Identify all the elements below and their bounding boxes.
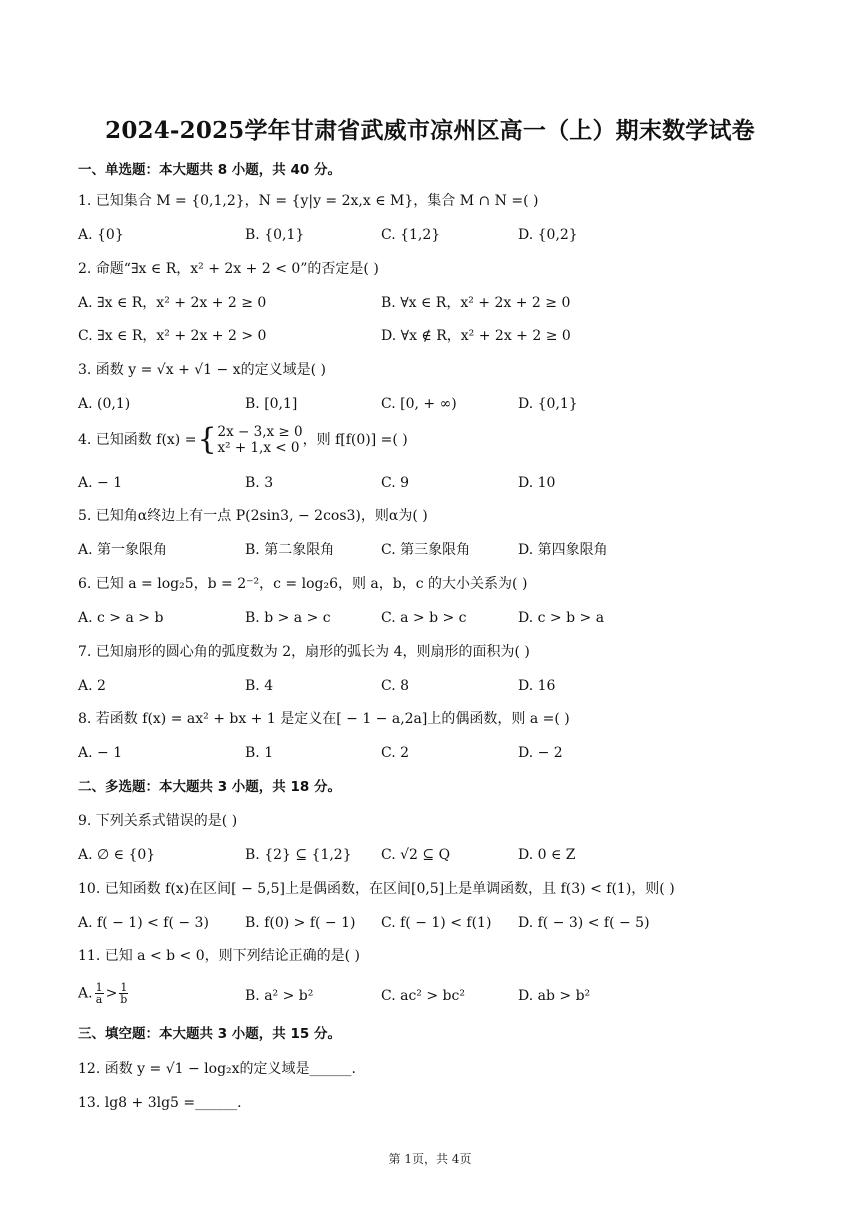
question-6-option-c: C. a > b > c [381,610,467,626]
question-4-stem-post: ，则 f[f(0)] =( ) [302,432,408,448]
question-11-option-b: B. a² > b² [245,988,314,1004]
greater-than-sign: > [105,985,118,1002]
question-6-option-b: B. b > a > c [245,610,331,626]
question-6-stem: 6. 已知 a = log₂5，b = 2⁻²，c = log₂6，则 a，b，c 的大小关系为( ) [78,576,528,592]
question-5-option-d: D. 第四象限角 [518,542,608,558]
fraction-denominator: a [95,993,103,1006]
piecewise-case-1: 2x − 3,x ≥ 0 [217,424,303,440]
question-4-option-c: C. 9 [381,475,410,491]
fraction-numerator: 1 [95,981,103,994]
section-heading-multi-choice: 二、多选题：本大题共 3 小题，共 18 分。 [78,779,341,795]
question-7-stem: 7. 已知扇形的圆心角的弧度数为 2，扇形的弧长为 4，则扇形的面积为( ) [78,644,530,660]
section-heading-single-choice: 一、单选题：本大题共 8 小题，共 40 分。 [78,162,341,178]
question-2-option-a: A. ∃x ∈ R，x² + 2x + 2 ≥ 0 [78,295,267,311]
question-1-option-c: C. {1,2} [381,227,441,243]
question-4-stem-pre: 4. 已知函数 f(x) = [78,432,197,448]
question-4-option-b: B. 3 [245,475,274,491]
question-9-option-c: C. √2 ⊆ Q [381,847,451,863]
question-8-option-a: A. − 1 [78,745,123,761]
question-12-stem: 12. 函数 y = √1 − log₂x的定义域是______. [78,1061,356,1077]
question-4-option-a: A. − 1 [78,475,123,491]
question-3-option-b: B. [0,1] [245,396,298,412]
question-8-option-b: B. 1 [245,745,274,761]
question-1-option-a: A. {0} [78,227,124,243]
question-4-option-d: D. 10 [518,475,556,491]
question-9-option-a: A. ∅ ∈ {0} [78,847,156,863]
question-2-option-c: C. ∃x ∈ R，x² + 2x + 2 > 0 [78,328,267,344]
question-9-option-d: D. 0 ∈ Z [518,847,576,863]
question-1-stem: 1. 已知集合 M = {0,1,2}，N = {y|y = 2x,x ∈ M}，集合 M ∩ N =( ) [78,193,539,209]
question-3-option-a: A. (0,1) [78,396,131,412]
question-9-stem: 9. 下列关系式错误的是( ) [78,813,238,829]
question-11-option-d: D. ab > b² [518,988,591,1004]
question-2-option-d: D. ∀x ∉ R，x² + 2x + 2 ≥ 0 [381,328,571,344]
question-11-option-c: C. ac² > bc² [381,988,465,1004]
question-7-option-d: D. 16 [518,678,556,694]
section-heading-fill-blank: 三、填空题：本大题共 3 小题，共 15 分。 [78,1026,341,1042]
question-5-option-b: B. 第二象限角 [245,542,335,558]
piecewise-brace: { [197,422,217,457]
question-13-stem: 13. lg8 + 3lg5 =______. [78,1095,242,1111]
question-10-option-d: D. f( − 3) < f( − 5) [518,915,650,931]
question-1-option-d: D. {0,2} [518,227,578,243]
question-2-option-b: B. ∀x ∈ R，x² + 2x + 2 ≥ 0 [381,295,571,311]
question-11-stem: 11. 已知 a < b < 0，则下列结论正确的是( ) [78,948,361,964]
question-6-option-d: D. c > b > a [518,610,605,626]
page-footer: 第 1页，共 4页 [388,1152,472,1166]
fraction-numerator: 1 [120,981,128,994]
question-5-stem: 5. 已知角α终边上有一点 P(2sin3, − 2cos3)，则α为( ) [78,508,428,524]
piecewise-case-2: x² + 1,x < 0 [217,440,300,456]
question-1-option-b: B. {0,1} [245,227,305,243]
question-5-option-a: A. 第一象限角 [78,542,168,558]
piecewise-cases [218,424,303,456]
question-8-option-c: C. 2 [381,745,410,761]
question-7-option-c: C. 8 [381,678,410,694]
question-10-option-b: B. f(0) > f( − 1) [245,915,356,931]
question-3-option-d: D. {0,1} [518,396,578,412]
fraction-1-over-b [119,982,128,1005]
question-8-stem: 8. 若函数 f(x) = ax² + bx + 1 是定义在[ − 1 − a,2a]上的偶函数，则 a =( ) [78,711,570,727]
option-a-label: A. [78,985,93,1002]
question-11-option-a [78,982,130,1005]
question-7-option-b: B. 4 [245,678,274,694]
question-10-option-c: C. f( − 1) < f(1) [381,915,492,931]
fraction-1-over-a [95,982,104,1005]
question-10-stem: 10. 已知函数 f(x)在区间[ − 5,5]上是偶函数，在区间[0,5]上是单调函数，且 f(3) < f(1)，则( ) [78,881,675,897]
page-title: 2024-2025学年甘肃省武威市凉州区高一（上）期末数学试卷 [105,117,755,144]
question-4-stem [78,424,408,456]
question-8-option-d: D. − 2 [518,745,563,761]
question-3-option-c: C. [0, + ∞) [381,396,457,412]
question-2-stem: 2. 命题“∃x ∈ R，x² + 2x + 2 < 0”的否定是( ) [78,261,379,277]
question-10-option-a: A. f( − 1) < f( − 3) [78,915,209,931]
question-3-stem: 3. 函数 y = √x + √1 − x的定义域是( ) [78,362,326,378]
fraction-denominator: b [120,993,128,1006]
question-9-option-b: B. {2} ⊆ {1,2} [245,847,352,863]
question-5-option-c: C. 第三象限角 [381,542,471,558]
question-7-option-a: A. 2 [78,678,106,694]
question-6-option-a: A. c > a > b [78,610,164,626]
